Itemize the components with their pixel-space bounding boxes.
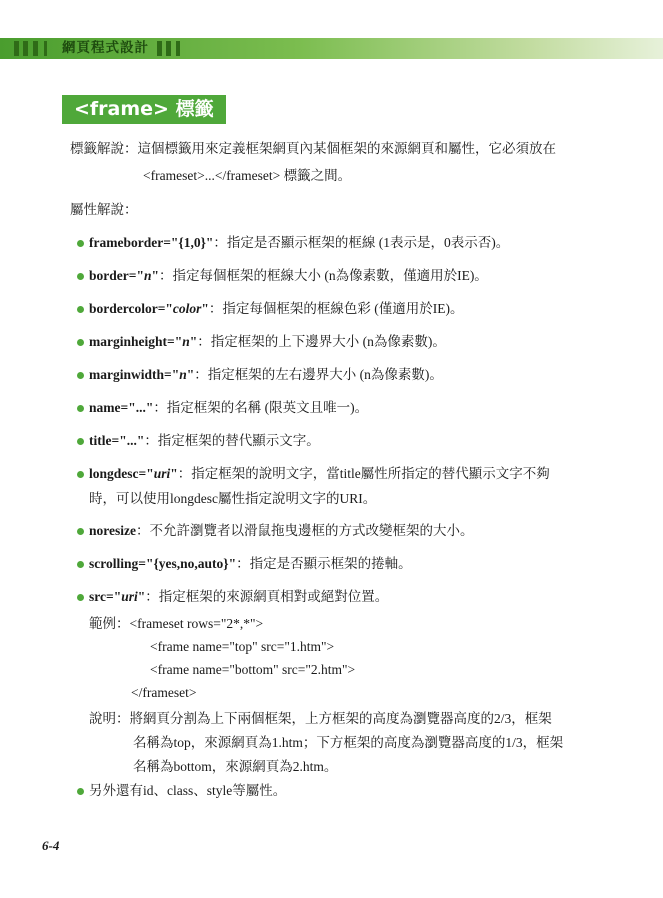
- attribute-item: [89, 300, 464, 318]
- attribute-value: n: [143, 268, 152, 283]
- explanation-text: 名稱為bottom，來源網頁為2.htm。: [133, 759, 338, 774]
- attribute-syntax: ="{1,0}": [163, 235, 214, 250]
- attribute-item: [89, 588, 388, 606]
- attribute-name: border: [89, 268, 129, 283]
- attribute-value: n: [179, 367, 187, 382]
- chapter-header-band: [0, 38, 663, 59]
- section-title: <frame> 標籤: [62, 95, 226, 124]
- attribute-item: [89, 366, 443, 384]
- attribute-description: ：不允許瀏覽者以滑鼠拖曳邊框的方式改變框架的大小。: [136, 523, 474, 538]
- example-code-line: <frame name="bottom" src="2.htm">: [150, 662, 356, 677]
- attribute-syntax: ": [186, 367, 195, 382]
- attribute-syntax: ": [189, 334, 198, 349]
- attribute-name: noresize: [89, 523, 136, 538]
- attribute-item: [89, 432, 320, 450]
- bullet-icon: [77, 339, 84, 346]
- description-label: 標籤解說：: [70, 141, 138, 156]
- bullet-icon: [77, 372, 84, 379]
- attribute-syntax: ": [137, 589, 146, 604]
- attribute-syntax: ="{yes,no,auto}": [138, 556, 237, 571]
- attribute-name: src: [89, 589, 106, 604]
- attribute-syntax: =": [138, 466, 154, 481]
- header-bar-decoration: [166, 41, 171, 56]
- bullet-icon: [77, 240, 84, 247]
- attribute-syntax: =": [106, 589, 122, 604]
- attribute-item: [89, 522, 474, 540]
- attribute-name: marginheight: [89, 334, 168, 349]
- attribute-description-continued: 時，可以使用longdesc屬性指定說明文字的URI。: [89, 491, 377, 506]
- attribute-syntax: ": [201, 301, 209, 316]
- attribute-item: [89, 333, 446, 351]
- bullet-icon: [77, 788, 84, 795]
- attributes-label: 屬性解說：: [70, 202, 138, 217]
- attribute-description: ：指定是否顯示框架的框線 (1表示是，0表示否)。: [213, 235, 510, 250]
- attribute-value: color: [172, 301, 202, 316]
- bullet-icon: [77, 528, 84, 535]
- bullet-icon: [77, 438, 84, 445]
- example-code-line: <frameset rows="2*,*">: [129, 616, 264, 631]
- description-line-1: [70, 140, 556, 158]
- attribute-description: ：指定框架的名稱 (限英文且唯一)。: [153, 400, 369, 415]
- description-line-2: <frameset>...</frameset> 標籤之間。: [143, 168, 352, 183]
- attribute-description: ：指定框架的上下邊界大小 (n為像素數)。: [197, 334, 446, 349]
- attribute-name: frameborder: [89, 235, 164, 250]
- explanation-text: 將網頁分割為上下兩個框架，上方框架的高度為瀏覽器高度的2/3，框架: [129, 711, 552, 726]
- header-bar-decoration: [23, 41, 28, 56]
- bullet-icon: [77, 306, 84, 313]
- attribute-description: ：指定框架的左右邊界大小 (n為像素數)。: [194, 367, 443, 382]
- other-attributes-note: 另外還有id、class、style等屬性。: [89, 783, 287, 798]
- attribute-syntax: =": [164, 367, 180, 382]
- attribute-value: uri: [153, 466, 171, 481]
- bullet-icon: [77, 273, 84, 280]
- header-bar-decoration: [14, 41, 19, 56]
- attribute-name: title: [89, 433, 112, 448]
- attribute-syntax: =": [128, 268, 144, 283]
- example-code-line: <frame name="top" src="1.htm">: [150, 639, 335, 654]
- attribute-item: [89, 465, 550, 483]
- header-bar-decoration: [44, 41, 47, 56]
- attribute-description: ：指定每個框架的框線色彩 (僅適用於IE)。: [208, 301, 464, 316]
- bullet-icon: [77, 471, 84, 478]
- header-bar-decoration: [33, 41, 38, 56]
- explanation-line-1: [89, 710, 552, 728]
- attribute-name: marginwidth: [89, 367, 165, 382]
- description-text: 這個標籤用來定義框架網頁內某個框架的來源網頁和屬性，它必須放在: [137, 141, 556, 156]
- bullet-icon: [77, 594, 84, 601]
- attribute-syntax: ": [151, 268, 159, 283]
- attribute-value: uri: [121, 589, 138, 604]
- attribute-item: [89, 399, 368, 417]
- attribute-description: ：指定是否顯示框架的捲軸。: [236, 556, 412, 571]
- attribute-item: [89, 234, 509, 252]
- attribute-description: ：指定框架的說明文字，當title屬性所指定的替代顯示文字不夠: [177, 466, 550, 481]
- attribute-name: name: [89, 400, 121, 415]
- example-code-line: </frameset>: [131, 685, 197, 700]
- attribute-syntax: ="...": [111, 433, 145, 448]
- explanation-text: 名稱為top，來源網頁為1.htm；下方框架的高度為瀏覽器高度的1/3，框架: [133, 735, 564, 750]
- attribute-value: n: [182, 334, 190, 349]
- attribute-description: ：指定框架的替代顯示文字。: [144, 433, 320, 448]
- explanation-label: 說明：: [89, 711, 130, 726]
- attribute-name: longdesc: [89, 466, 139, 481]
- bullet-icon: [77, 405, 84, 412]
- example-label: 範例：: [89, 616, 130, 631]
- page-number: 6-4: [42, 838, 60, 853]
- bullet-icon: [77, 561, 84, 568]
- header-bar-decoration: [176, 41, 180, 56]
- attribute-syntax: ="...": [120, 400, 154, 415]
- header-bar-decoration: [157, 41, 162, 56]
- attribute-name: scrolling: [89, 556, 139, 571]
- attribute-item: [89, 555, 412, 573]
- attribute-description: ：指定框架的來源網頁相對或絕對位置。: [145, 589, 389, 604]
- attribute-syntax: ": [170, 466, 178, 481]
- attribute-syntax: =": [167, 334, 183, 349]
- attribute-syntax: =": [157, 301, 173, 316]
- attribute-name: bordercolor: [89, 301, 158, 316]
- chapter-title: 網頁程式設計: [62, 40, 149, 56]
- example-line-1: [89, 615, 263, 633]
- attribute-item: [89, 267, 488, 285]
- attribute-description: ：指定每個框架的框線大小 (n為像素數，僅適用於IE)。: [158, 268, 488, 283]
